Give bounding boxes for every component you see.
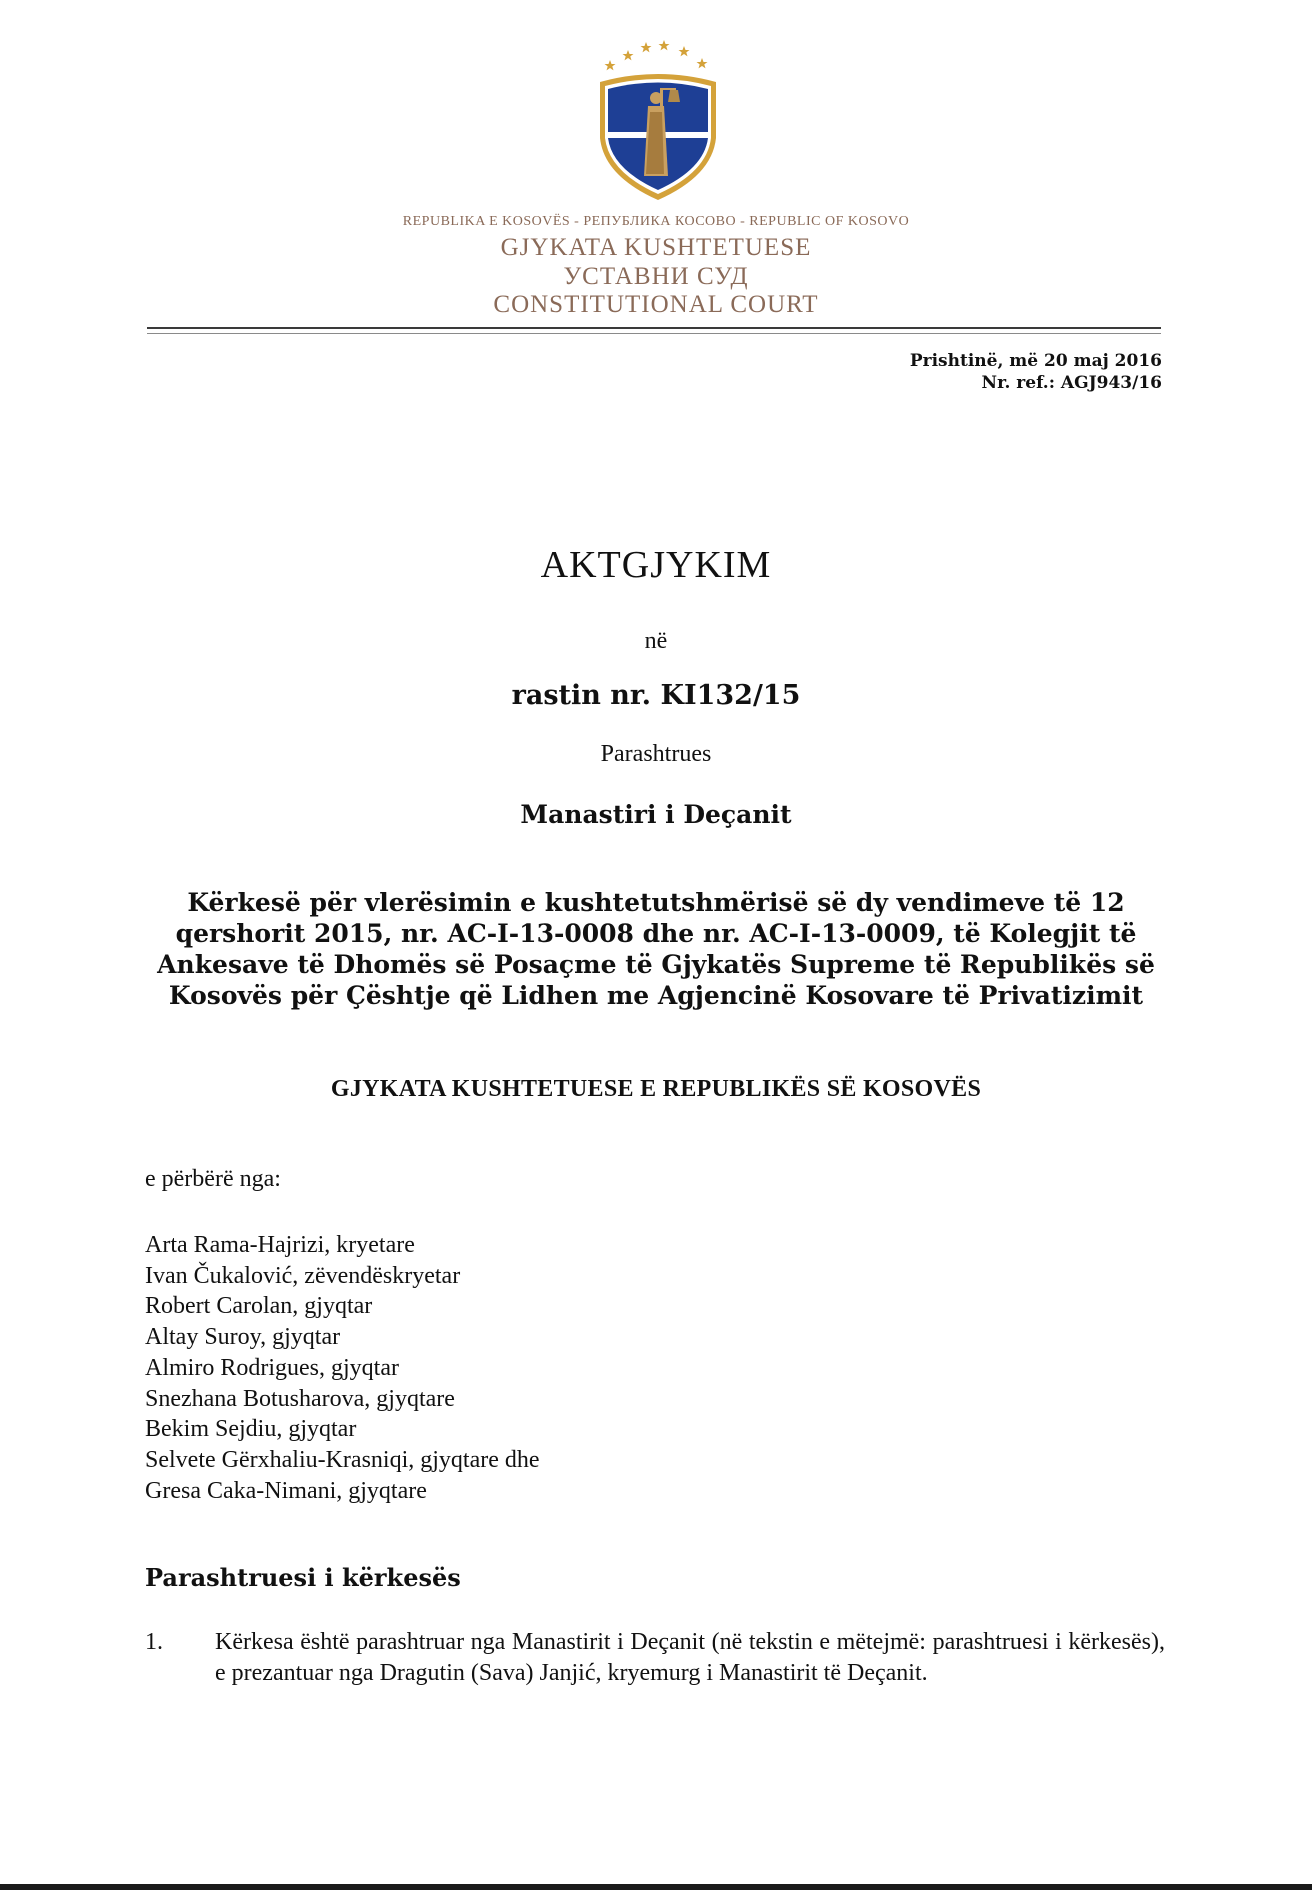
document-date: Prishtinë, më 20 maj 2016 bbox=[909, 351, 1162, 371]
request-description: Kërkesë për vlerësimin e kushtetutshmërisë së dy vendimeve të 12 qershorit 2015, nr. AC-I-13-0008 dhe nr. AC-I-13-0009, të Kolegjit të Ankesave të Dhomës së Posaçme të Gjykatës Supreme të Republikës së Kosovës për Çështje që Lidhen me Agjencinë Kosovare të Privatizimit bbox=[157, 888, 1155, 1010]
header-divider bbox=[147, 327, 1161, 329]
coat-of-arms-icon bbox=[596, 36, 720, 204]
court-name-english: CONSTITUTIONAL COURT bbox=[493, 291, 819, 318]
court-name-albanian: GJYKATA KUSHTETUESE bbox=[500, 234, 812, 261]
case-number: rastin nr. KI132/15 bbox=[511, 680, 801, 711]
judge-item: Gresa Caka-Nimani, gjyqtare bbox=[145, 1477, 427, 1504]
judges-list bbox=[145, 1230, 540, 1506]
republic-line: REPUBLIKA E KOSOVËS - РЕПУБЛИКА КОСОВО - REPUBLIC OF KOSOVO bbox=[402, 214, 910, 229]
judge-item: Almiro Rodrigues, gjyqtar bbox=[145, 1354, 399, 1381]
header-divider-thin bbox=[147, 333, 1161, 334]
date-reference-block bbox=[910, 350, 1162, 394]
judge-item: Arta Rama-Hajrizi, kryetare bbox=[145, 1232, 415, 1258]
title-connector: në bbox=[644, 628, 668, 654]
judge-item: Robert Carolan, gjyqtar bbox=[145, 1293, 373, 1320]
judge-item: Altay Suroy, gjyqtar bbox=[145, 1324, 341, 1351]
judge-item: Selvete Gërxhaliu-Krasniqi, gjyqtare dhe bbox=[145, 1446, 540, 1473]
court-name-serbian: УСТАВНИ СУД bbox=[563, 263, 749, 290]
applicant-name: Manastiri i Deçanit bbox=[520, 800, 792, 829]
paragraph-text: Kërkesa është parashtruar nga Manastirit i Deçanit (në tekstin e mëtejmë: parashtruesi i kërkesës), e prezantuar nga Dragutin (Sava) Janjić, kryemurg i Manastirit të Deçanit. bbox=[215, 1629, 1165, 1686]
scan-bottom-edge bbox=[0, 1884, 1312, 1890]
paragraph-number: 1. bbox=[145, 1629, 163, 1655]
applicant-label: Parashtrues bbox=[600, 741, 712, 767]
judge-item: Snezhana Botusharova, gjyqtare bbox=[145, 1385, 455, 1412]
court-heading: GJYKATA KUSHTETUESE E REPUBLIKËS SË KOSOVËS bbox=[330, 1076, 982, 1102]
judge-item: Ivan Čukalović, zëvendëskryetar bbox=[145, 1262, 461, 1289]
document-title: AKTGJYKIM bbox=[540, 544, 772, 586]
section-heading: Parashtruesi i kërkesës bbox=[145, 1563, 461, 1592]
composition-intro: e përbërë nga: bbox=[145, 1166, 281, 1192]
court-emblem bbox=[596, 36, 720, 204]
judge-item: Bekim Sejdiu, gjyqtar bbox=[145, 1416, 357, 1443]
reference-number: Nr. ref.: AGJ943/16 bbox=[981, 373, 1162, 393]
